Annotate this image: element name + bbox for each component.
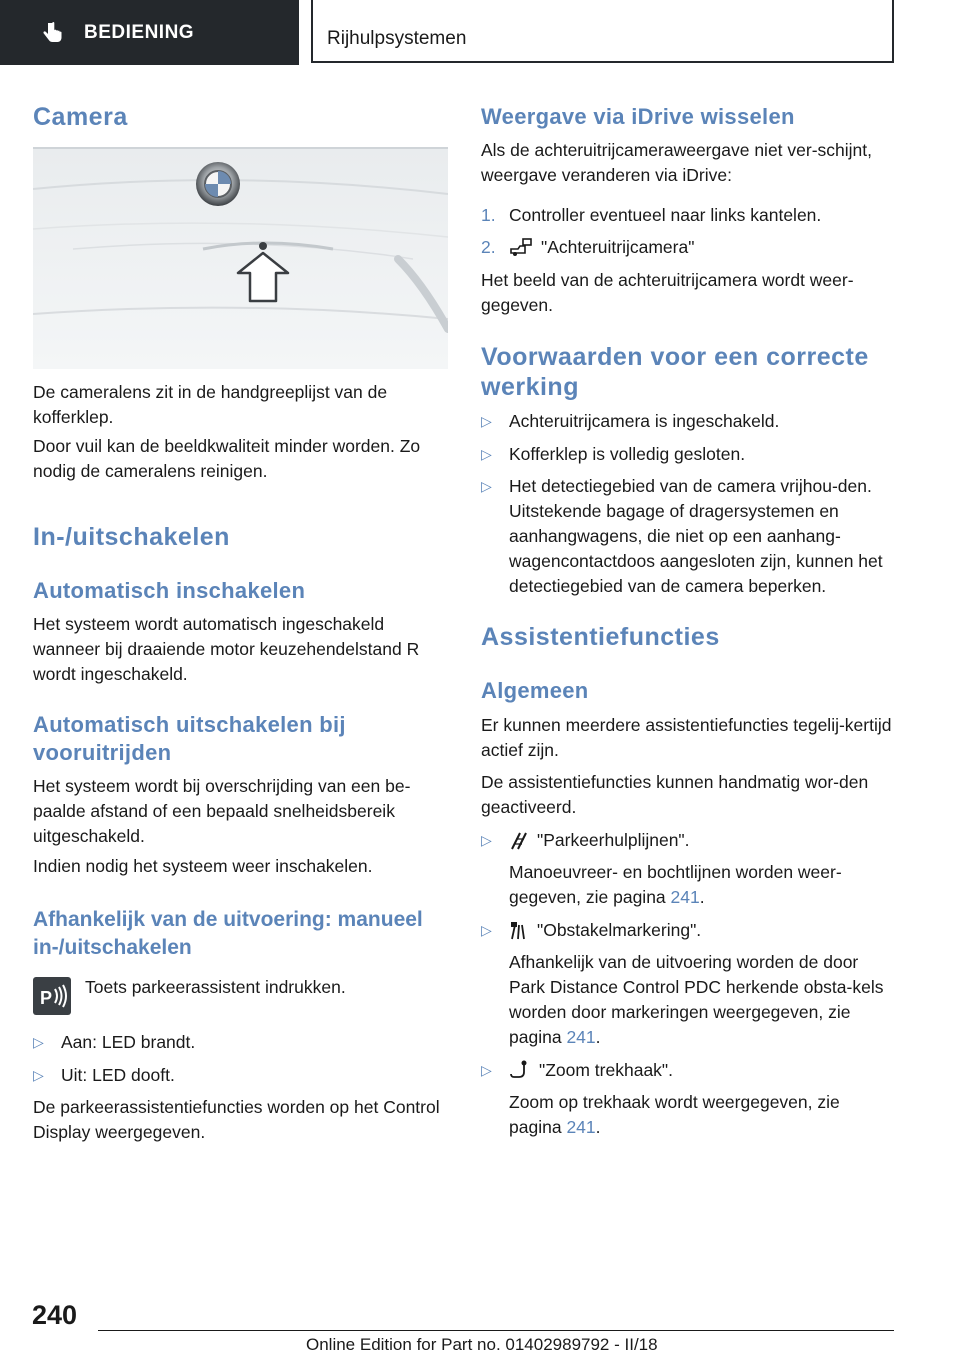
list-item: ▷ Het detectiegebied van de camera vrijhou-den. Uitstekende bagage of dragersystemen en aanhangwagens, die niet op een aanhang-wagencontactdoos aangesloten zijn, kunnen het detectiegebied van de camera beperken. xyxy=(481,476,883,596)
triangle-bullet-icon: ▷ xyxy=(481,413,492,429)
auto-off-heading: Automatisch uitschakelen bij vooruitrijden xyxy=(33,712,346,765)
page-link[interactable]: 241 xyxy=(566,1117,596,1137)
idrive-paragraph-2: Het beeld van de achteruitrijcamera wordt weer-gegeven. xyxy=(481,270,854,315)
triangle-bullet-icon: ▷ xyxy=(481,446,492,462)
hand-pointer-icon xyxy=(42,21,64,45)
auto-on-paragraph: Het systeem wordt automatisch ingeschakeld wanneer bij draaiende motor keuzehendelstand R wordt ingeschakeld. xyxy=(33,614,420,684)
manual-heading: Afhankelijk van de uitvoering: manueel in-/uitschakelen xyxy=(33,908,423,959)
inuit-heading: In-/uitschakelen xyxy=(33,523,230,551)
edition-text: Online Edition for Part no. 01402989792 - II/18 xyxy=(306,1335,658,1354)
general-heading: Algemeen xyxy=(481,678,589,703)
camera-paragraph-2: Door vuil kan de beeldkwaliteit minder worden. Zo nodig de cameralens reinigen. xyxy=(33,436,421,481)
rear-camera-icon xyxy=(509,238,533,258)
list-item: ▷ "Parkeerhulplijnen". Manoeuvreer- en bochtlijnen worden weer-gegeven, zie pagina 241. xyxy=(481,830,842,907)
chapter-tab[interactable] xyxy=(0,0,299,65)
step-item: 1. Controller eventueel naar links kantelen. xyxy=(481,205,822,225)
list-item: ▷ Kofferklep is volledig gesloten. xyxy=(481,442,897,467)
manual-paragraph: De parkeerassistentiefuncties worden op het Control Display weergegeven. xyxy=(33,1097,440,1142)
list-item: ▷ Aan: LED brandt. xyxy=(33,1030,449,1055)
auto-on-heading: Automatisch inschakelen xyxy=(33,578,306,603)
trunk-camera-photo xyxy=(33,147,448,369)
section-title: Rijhulpsystemen xyxy=(311,0,894,63)
chapter-label: BEDIENING xyxy=(84,21,195,43)
idrive-paragraph: Als de achteruitrijcameraweergave niet ver-schijnt, weergave veranderen via iDrive: xyxy=(481,140,872,185)
svg-text:P: P xyxy=(40,988,53,1008)
triangle-bullet-icon: ▷ xyxy=(481,1062,492,1078)
page-number: 240 xyxy=(32,1300,78,1330)
auto-off-paragraph-2: Indien nodig het systeem weer inschakelen. xyxy=(33,856,373,876)
list-item: ▷ Uit: LED dooft. xyxy=(33,1063,449,1088)
list-item: ▷ "Zoom trekhaak". Zoom op trekhaak wordt weergegeven, zie pagina 241. xyxy=(481,1060,840,1137)
general-paragraph-2: De assistentiefuncties kunnen handmatig wor-den geactiveerd. xyxy=(481,772,869,817)
idrive-heading: Weergave via iDrive wisselen xyxy=(481,104,795,129)
tow-hitch-zoom-icon xyxy=(509,1060,531,1082)
page-link[interactable]: 241 xyxy=(566,1027,596,1047)
auto-off-paragraph-1: Het systeem wordt bij overschrijding van een be-paalde afstand of een bepaald snelheidsbereik uitgeschakeld. xyxy=(33,776,411,846)
park-assist-button-icon xyxy=(33,977,71,1015)
footer-divider xyxy=(98,1330,894,1331)
conditions-heading: Voorwaarden voor een correcte werking xyxy=(481,343,869,401)
triangle-bullet-icon: ▷ xyxy=(481,832,492,848)
triangle-bullet-icon: ▷ xyxy=(481,478,492,494)
assist-heading: Assistentiefuncties xyxy=(481,623,720,651)
list-item: ▷ "Obstakelmarkering". Afhankelijk van de uitvoering worden de door Park Distance Control PDC herkende obsta-kels worden door markeringen weergegeven, zie pagina 241. xyxy=(481,920,884,1047)
manual-key-text: Toets parkeerassistent indrukken. xyxy=(85,977,346,997)
list-item: ▷ Achteruitrijcamera is ingeschakeld. xyxy=(481,409,897,434)
obstacle-marking-icon xyxy=(509,921,529,941)
step-item: 2. "Achteruitrijcamera" xyxy=(481,237,695,257)
general-paragraph-1: Er kunnen meerdere assistentiefuncties tegelij-kertijd actief zijn. xyxy=(481,715,892,760)
parking-lines-icon xyxy=(509,831,529,851)
triangle-bullet-icon: ▷ xyxy=(33,1034,44,1050)
page-link[interactable]: 241 xyxy=(670,887,700,907)
triangle-bullet-icon: ▷ xyxy=(33,1067,44,1083)
camera-heading: Camera xyxy=(33,103,128,131)
camera-paragraph-1: De cameralens zit in de handgreeplijst van de kofferklep. xyxy=(33,382,388,427)
triangle-bullet-icon: ▷ xyxy=(481,922,492,938)
